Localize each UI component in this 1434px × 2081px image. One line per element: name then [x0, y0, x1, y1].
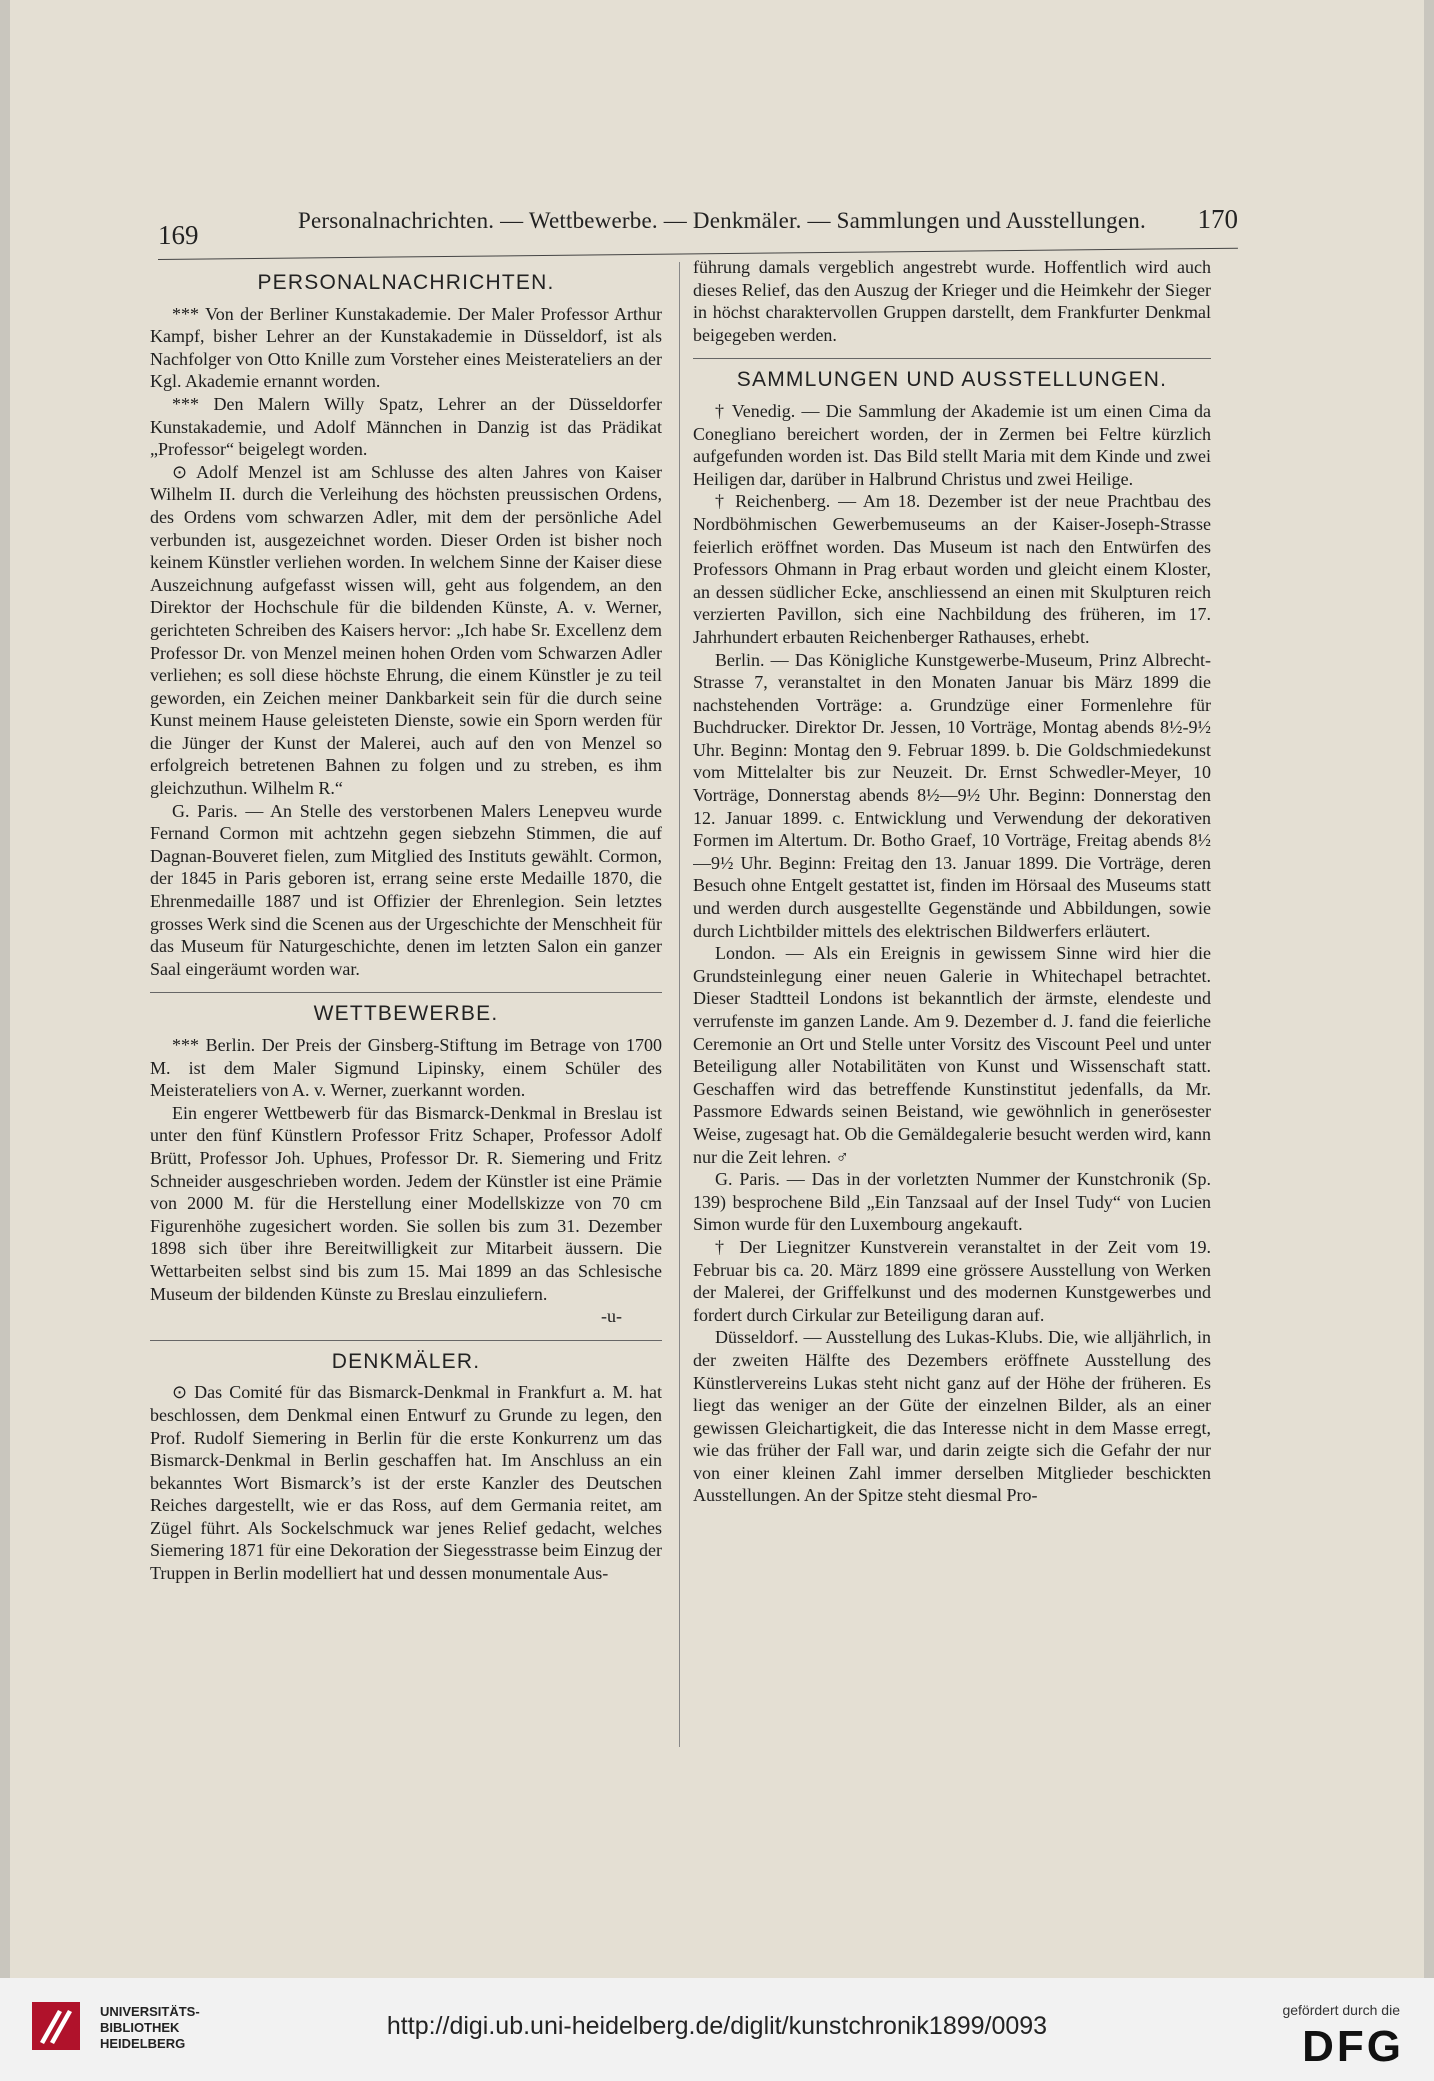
section-title-denkmaeler: DENKMÄLER. [331, 1349, 481, 1373]
paragraph: Düsseldorf. — Ausstellung des Lukas-Klubs. Die, wie alljährlich, in der zweiten Hälfte des Dezembers eröffnete Ausstellung des Künstlervereins Lukas steht nicht ganz auf der Höhe der früheren. Es liegt das weniger an der Güte der einzelnen Bilder, als an einer gewissen Gleichartigkeit, die das Interesse nicht in dem Masse erregt, wie das früher der Fall war, und darin zeigte sich die Gefahr der nur von einer kleinen Zahl immer derselben Mitglieder beschickten Ausstellungen. An der Spitze steht diesmal Pro- [693, 1327, 1211, 1506]
permalink-url[interactable]: http://digi.ub.uni-heidelberg.de/diglit/kunstchronik1899/0093 [386, 2012, 1048, 2040]
section-rule [150, 1340, 662, 1341]
column-divider [679, 262, 680, 1747]
paragraph: Ein engerer Wettbewerb für das Bismarck-Denkmal in Breslau ist unter den fünf Künstlern Professor Fritz Schaper, Professor Adolf Brütt, Professor Joh. Uphues, Professor Dr. R. Siemering und Fritz Schneider ausgeschrieben worden. Jedem der Künstler ist eine Prämie von 2000 M. für die Herstellung einer Modellskizze von 70 cm Figurenhöhe zugesichert worden. Sie sollen bis zum 31. Dezember 1898 sich über ihre Bereitwilligkeit zur Mitarbeit äussern. Die Wettarbeiten selbst sind bis zum 15. Mai 1899 an das Schlesische Museum der bildenden Künste zu Breslau einzuliefern. [150, 1102, 662, 1304]
section-rule [150, 992, 662, 993]
paragraph: ⊙ Das Comité für das Bismarck-Denkmal in Frankfurt a. M. hat beschlossen, dem Denkmal einen Entwurf zu Grunde zu legen, den Prof. Rudolf Siemering in Berlin für die erste Konkurrenz um das Bismarck-Denkmal in Berlin geschaffen hat. Im Anschluss an ein bekanntes Wort Bismarck’s ist der erste Kanzler des Deutschen Reiches dargestellt, wie er das Ross, auf dem Germania reitet, am Zügel führt. Als Sockelschmuck war jenes Relief gedacht, welches Siemering 1871 für eine Dekoration der Siegesstrasse beim Einzug der Truppen in Berlin modelliert hat und dessen monumentale Aus- [150, 1382, 662, 1584]
running-header [158, 200, 1238, 260]
funder-note: gefördert durch die [1282, 2002, 1400, 2018]
author-signature: -u- [601, 1306, 622, 1327]
paragraph: G. Paris. — Das in der vorletzten Nummer der Kunstchronik (Sp. 139) besprochene Bild „Ein Tanzsaal auf der Insel Tudy“ von Lucien Simon wurde für den Luxembourg angekauft. [693, 1169, 1211, 1235]
section-title-wettbewerbe: WETTBEWERBE. [313, 1002, 499, 1026]
paragraph: † Venedig. — Die Sammlung der Akademie ist um einen Cima da Conegliano bereichert worden, der in Zermen bei Feltre kürzlich aufgefunden worden ist. Das Bild stellt Maria mit dem Kinde und zwei Heiligen dar, darüber in Halbrund Christus und zwei Heilige. [693, 400, 1211, 489]
left-column [150, 262, 662, 1762]
section-rule [693, 358, 1211, 359]
paragraph-continued: führung damals vergeblich angestrebt wurde. Hoffentlich wird auch dieses Relief, das den Auszug der Krieger und die Heimkehr der Sieger in höchst charaktervollen Gruppen darstellt, dem Frankfurter Denkmal beigegeben werden. [693, 257, 1211, 345]
paragraph: *** Den Malern Willy Spatz, Lehrer an der Düsseldorfer Kunstakademie, und Adolf Männchen in Danzig ist das Prädikat „Professor“ beigelegt worden. [150, 393, 662, 460]
running-title: Personalnachrichten. — Wettbewerbe. — Denkmäler. — Sammlungen und Ausstellungen. [298, 208, 1146, 233]
viewer-footer [0, 1978, 1434, 2081]
paragraph: † Reichenberg. — Am 18. Dezember ist der neue Prachtbau des Nordböhmischen Gewerbemuseums an der Kaiser-Joseph-Strasse feierlich eröffnet worden. Das Museum ist nach den Entwürfen des Professors Ohmann in Prag erbaut worden und gleicht einem Kloster, an dessen südlicher Ecke, anschliessend an einen mit Skulpturen reich verzierten Pavillon, sich eine Nachbildung des früheren, im 17. Jahrhundert erbauten Reichenberger Rathauses, erhebt. [693, 491, 1211, 647]
dfg-logo: DFG [1302, 2022, 1404, 2071]
paragraph: ⊙ Adolf Menzel ist am Schlusse des alten Jahres von Kaiser Wilhelm II. durch die Verleihung des höchsten preussischen Ordens, des Ordens vom schwarzen Adler, mit dem der persönliche Adel verbunden ist, ausgezeichnet worden. Dieser Orden ist bisher noch keinem Künstler verliehen worden. In welchem Sinne der Kaiser diese Auszeichnung aufgefasst wissen will, geht aus folgendem, an den Direktor der Hochschule für die bildenden Künste, A. v. Werner, gerichteten Schreiben des Kaisers hervor: „Ich habe Sr. Excellenz dem Professor Dr. von Menzel meinen hohen Orden vom Schwarzen Adler verliehen; es soll diese höchste Ehrung, die einem Künstler je zu teil geworden, ein Zeichen meiner Dankbarkeit sein für die durch seine Kunst meinem Hause geleisteten Dienste, sowie ein Sporn werden für die Jünger der Kunst der Malerei, auch auf den von Menzel so erfolgreich betretenen Bahnen zu folgen und zu streben, es ihm gleichzuthun. Wilhelm R.“ [150, 461, 662, 799]
page-number-right: 170 [1197, 204, 1238, 234]
page-number-left: 169 [158, 220, 199, 250]
right-column [693, 256, 1211, 1756]
paragraph: *** Berlin. Der Preis der Ginsberg-Stiftung im Betrage von 1700 M. ist dem Maler Sigmund Lipinsky, einem Schüler des Meisterateliers von A. v. Werner, zuerkannt worden. [150, 1035, 662, 1101]
paragraph: London. — Als ein Ereignis in gewissem Sinne wird hier die Grundsteinlegung einer neuen Galerie in Whitechapel betrachtet. Dieser Stadtteil Londons ist bekanntlich der ärmste, elendeste und verrufenste im ganzen Lande. Am 9. Dezember d. J. fand die feierliche Ceremonie an Ort und Stelle unter Vorsitz des Viscount Peel und unter Beteiligung aller Notabilitäten von Kunst und Wissenschaft statt. Geschaffen wird das betreffende Kunstinstitut jedenfalls, da Mr. Passmore Edwards seinen Beistand, wie gewöhnlich in generösester Weise, zugesagt hat. Ob die Gemäldegalerie besucht werden wird, kann nur die Zeit lehren. ♂ [693, 943, 1211, 1167]
institution-name: UNIVERSITÄTS- BIBLIOTHEK HEIDELBERG [100, 2004, 200, 2051]
paragraph: Berlin. — Das Königliche Kunstgewerbe-Museum, Prinz Albrecht-Strasse 7, veranstaltet in den Monaten Januar bis März 1899 die nachstehenden Vorträge: a. Grundzüge einer Formenlehre für Buchdrucker. Direktor Dr. Jessen, 10 Vorträge, Montag abends 8½-9½ Uhr. Beginn: Montag den 9. Februar 1899. b. Die Goldschmiedekunst vom Mittelalter bis zur Neuzeit. Dr. Ernst Schwedler-Meyer, 10 Vorträge, Donnerstag abends 8½—9½ Uhr. Beginn: Donnerstag den 12. Januar 1899. c. Entwicklung und Verwendung der dekorativen Formen im Altertum. Dr. Botho Graef, 10 Vorträge, Freitag abends 8½—9½ Uhr. Beginn: Freitag den 13. Januar 1899. Die Vorträge, deren Besuch ohne Entgelt gestattet ist, finden im Hörsaal des Museums statt und werden durch ausgestellte Gegenstände und Abbildungen, sowie durch Lichtbilder mittels des elektrischen Bildwerfers erläutert. [693, 649, 1211, 941]
paragraph: G. Paris. — An Stelle des verstorbenen Malers Lenepveu wurde Fernand Cormon mit achtzehn gegen siebzehn Stimmen, die auf Dagnan-Bouveret fielen, zum Mitglied des Instituts gewählt. Cormon, der 1845 in Paris geboren ist, errang seine erste Medaille 1870, die Ehrenmedaille 1887 und ist Offizier der Ehrenlegion. Sein letztes grosses Werk sind die Scenen aus der Urgeschichte der Menschheit für das Museum für Naturgeschichte, denen im letzten Salon ein ganzer Saal eingeräumt worden war. [150, 800, 662, 979]
paragraph: *** Von der Berliner Kunstakademie. Der Maler Professor Arthur Kampf, bisher Lehrer an der Kunstakademie in Düsseldorf, ist als Nachfolger von Otto Knille zum Vorsteher eines Meisterateliers an der Kgl. Akademie ernannt worden. [150, 303, 662, 392]
paragraph: † Der Liegnitzer Kunstverein veranstaltet in der Zeit vom 19. Februar bis ca. 20. März 1899 eine grössere Ausstellung von Werken der Malerei, der Griffelkunst und des modernen Kunstgewerbes und fordert durch Cirkular zur Beteiligung daran auf. [693, 1236, 1211, 1325]
section-title-sammlungen: SAMMLUNGEN UND AUSSTELLUNGEN. [736, 368, 1168, 392]
section-title-personalnachrichten: PERSONALNACHRICHTEN. [257, 271, 555, 294]
